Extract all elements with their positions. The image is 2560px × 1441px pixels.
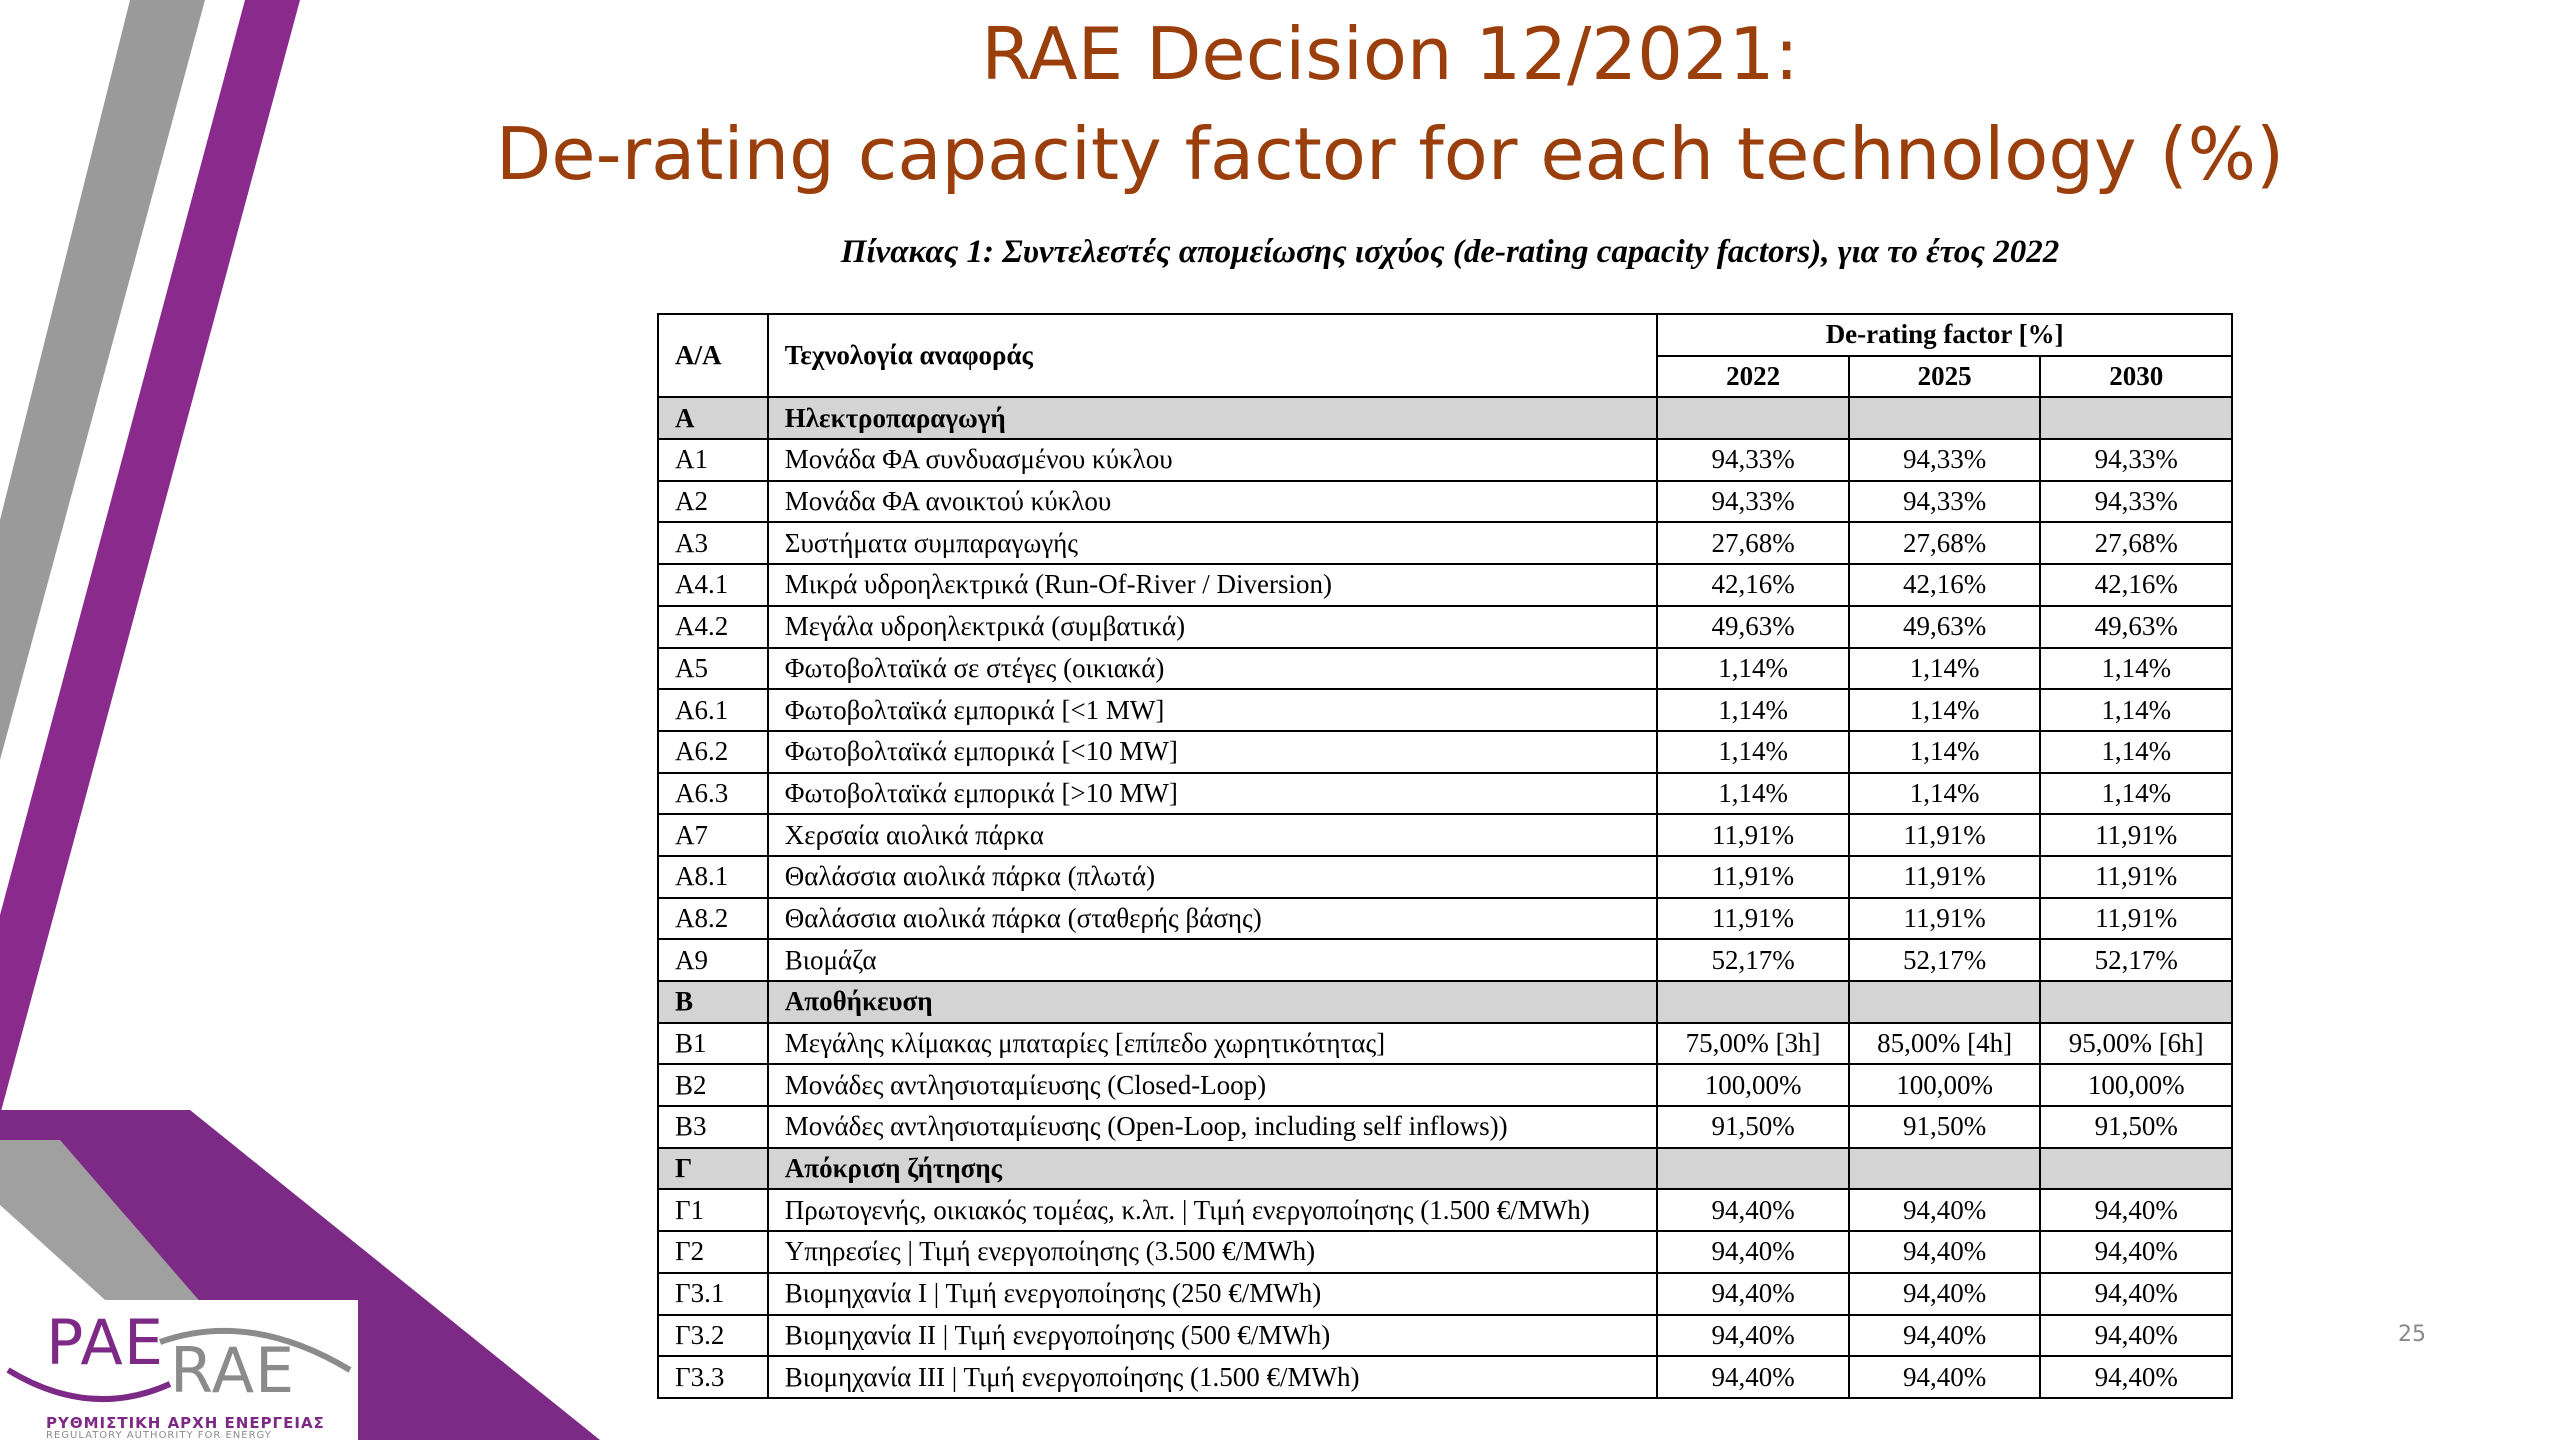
value-2022: 52,17% [1657,939,1849,981]
logo-rae-text: RAE [170,1334,296,1407]
value-2022: 1,14% [1657,648,1849,690]
row-technology: Φωτοβολταϊκά εμπορικά [<1 MW] [768,689,1658,731]
section-empty-cell [1849,397,2041,439]
row-code: Β3 [658,1106,768,1148]
value-2030: 94,33% [2040,481,2232,523]
table-caption: Πίνακας 1: Συντελεστές απομείωσης ισχύος (de-rating capacity factors), για το έτος 2022 [840,234,2060,270]
value-2030: 94,40% [2040,1315,2232,1357]
table-row [658,1106,2232,1148]
value-2030: 1,14% [2040,731,2232,773]
logo-pae-text: PAE [46,1306,165,1379]
value-2022: 100,00% [1657,1064,1849,1106]
page-number: 25 [2398,1322,2426,1347]
table-row [658,731,2232,773]
table-row [658,1273,2232,1315]
row-code: Β2 [658,1064,768,1106]
row-code: Α4.1 [658,564,768,606]
value-2030: 94,40% [2040,1189,2232,1231]
section-empty-cell [2040,981,2232,1023]
logo-subtitle-greek: ΡΥΘΜΙΣΤΙΚΗ ΑΡΧΗ ΕΝΕΡΓΕΙΑΣ [46,1414,325,1432]
table-row [658,606,2232,648]
table-row [658,1064,2232,1106]
derating-table [657,313,2233,1399]
row-technology: Μεγάλα υδροηλεκτρικά (συμβατικά) [768,606,1658,648]
value-2022: 94,40% [1657,1231,1849,1273]
row-code: Γ3.1 [658,1273,768,1315]
row-technology: Βιομηχανία ΙΙ | Τιμή ενεργοποίησης (500 €/MWh) [768,1315,1658,1357]
row-code: Α4.2 [658,606,768,648]
header-aa: Α/Α [658,314,768,397]
value-2025: 1,14% [1849,773,2041,815]
value-2022: 94,33% [1657,439,1849,481]
row-technology: Φωτοβολταϊκά σε στέγες (οικιακά) [768,648,1658,690]
value-2030: 42,16% [2040,564,2232,606]
value-2030: 11,91% [2040,856,2232,898]
value-2030: 1,14% [2040,689,2232,731]
table-row [658,564,2232,606]
value-2030: 100,00% [2040,1064,2232,1106]
table-row [658,939,2232,981]
value-2022: 1,14% [1657,689,1849,731]
slide-title-line2: De-rating capacity factor for each technology (%) [495,112,2285,196]
table-body [658,314,2232,1398]
value-2025: 27,68% [1849,522,2041,564]
value-2022: 94,33% [1657,481,1849,523]
section-empty-cell [1657,397,1849,439]
row-technology: Θαλάσσια αιολικά πάρκα (πλωτά) [768,856,1658,898]
value-2025: 11,91% [1849,814,2041,856]
section-empty-cell [2040,1148,2232,1190]
value-2022: 1,14% [1657,731,1849,773]
table-row [658,1315,2232,1357]
value-2030: 49,63% [2040,606,2232,648]
logo-subtitle-english: REGULATORY AUTHORITY FOR ENERGY [46,1430,272,1441]
table-row [658,439,2232,481]
row-technology: Μονάδα ΦΑ ανοικτού κύκλου [768,481,1658,523]
table-row [658,1356,2232,1398]
section-label: Ηλεκτροπαραγωγή [768,397,1658,439]
value-2025: 94,40% [1849,1356,2041,1398]
table-row [658,898,2232,940]
table-row [658,522,2232,564]
table-row [658,773,2232,815]
row-technology: Θαλάσσια αιολικά πάρκα (σταθερής βάσης) [768,898,1658,940]
value-2022: 49,63% [1657,606,1849,648]
value-2022: 27,68% [1657,522,1849,564]
value-2022: 1,14% [1657,773,1849,815]
table-row [658,856,2232,898]
pae-rae-logo [0,1300,358,1440]
section-row [658,981,2232,1023]
table-row [658,814,2232,856]
table-row [658,481,2232,523]
section-empty-cell [2040,397,2232,439]
row-technology: Βιομάζα [768,939,1658,981]
header-derating-factor: De-rating factor [%] [1657,314,2232,356]
row-code: Α3 [658,522,768,564]
header-year-2025: 2025 [1849,356,2041,398]
row-technology: Βιομηχανία Ι | Τιμή ενεργοποίησης (250 €/MWh) [768,1273,1658,1315]
row-code: Α8.1 [658,856,768,898]
value-2022: 94,40% [1657,1273,1849,1315]
row-code: Α8.2 [658,898,768,940]
table-row [658,648,2232,690]
row-code: Β1 [658,1023,768,1065]
value-2030: 1,14% [2040,773,2232,815]
row-technology: Χερσαία αιολικά πάρκα [768,814,1658,856]
row-code: Α9 [658,939,768,981]
row-code: Α1 [658,439,768,481]
header-row [658,314,2232,356]
value-2022: 11,91% [1657,856,1849,898]
value-2025: 11,91% [1849,898,2041,940]
row-technology: Συστήματα συμπαραγωγής [768,522,1658,564]
value-2022: 94,40% [1657,1189,1849,1231]
row-technology: Μεγάλης κλίμακας μπαταρίες [επίπεδο χωρητικότητας] [768,1023,1658,1065]
value-2025: 100,00% [1849,1064,2041,1106]
section-label: Αποθήκευση [768,981,1658,1023]
value-2025: 1,14% [1849,731,2041,773]
value-2025: 94,40% [1849,1273,2041,1315]
value-2030: 94,40% [2040,1273,2232,1315]
row-technology: Φωτοβολταϊκά εμπορικά [<10 MW] [768,731,1658,773]
row-technology: Μονάδες αντλησιοταμίευσης (Open-Loop, including self inflows)) [768,1106,1658,1148]
value-2025: 85,00% [4h] [1849,1023,2041,1065]
value-2025: 94,40% [1849,1189,2041,1231]
value-2025: 94,33% [1849,481,2041,523]
section-empty-cell [1657,981,1849,1023]
value-2030: 27,68% [2040,522,2232,564]
value-2025: 1,14% [1849,689,2041,731]
row-code: Α2 [658,481,768,523]
row-technology: Μονάδες αντλησιοταμίευσης (Closed-Loop) [768,1064,1658,1106]
row-technology: Φωτοβολταϊκά εμπορικά [>10 MW] [768,773,1658,815]
value-2030: 94,33% [2040,439,2232,481]
value-2022: 11,91% [1657,898,1849,940]
section-code: Β [658,981,768,1023]
value-2025: 49,63% [1849,606,2041,648]
value-2030: 91,50% [2040,1106,2232,1148]
value-2030: 11,91% [2040,814,2232,856]
row-technology: Υπηρεσίες | Τιμή ενεργοποίησης (3.500 €/MWh) [768,1231,1658,1273]
section-empty-cell [1657,1148,1849,1190]
value-2022: 75,00% [3h] [1657,1023,1849,1065]
value-2025: 1,14% [1849,648,2041,690]
value-2030: 95,00% [6h] [2040,1023,2232,1065]
row-code: Α6.3 [658,773,768,815]
row-code: Α5 [658,648,768,690]
table-row [658,1231,2232,1273]
row-code: Γ3.3 [658,1356,768,1398]
value-2025: 94,40% [1849,1231,2041,1273]
row-technology: Βιομηχανία ΙΙΙ | Τιμή ενεργοποίησης (1.500 €/MWh) [768,1356,1658,1398]
value-2025: 94,40% [1849,1315,2041,1357]
section-row [658,1148,2232,1190]
row-code: Γ3.2 [658,1315,768,1357]
value-2022: 11,91% [1657,814,1849,856]
value-2030: 52,17% [2040,939,2232,981]
row-code: Γ2 [658,1231,768,1273]
value-2030: 94,40% [2040,1356,2232,1398]
section-code: Α [658,397,768,439]
value-2022: 94,40% [1657,1356,1849,1398]
header-year-2022: 2022 [1657,356,1849,398]
row-technology: Πρωτογενής, οικιακός τομέας, κ.λπ. | Τιμή ενεργοποίησης (1.500 €/MWh) [768,1189,1658,1231]
slide-title-line1: RAE Decision 12/2021: [981,12,1799,96]
value-2030: 1,14% [2040,648,2232,690]
value-2030: 94,40% [2040,1231,2232,1273]
value-2025: 91,50% [1849,1106,2041,1148]
table-row [658,689,2232,731]
row-technology: Μικρά υδροηλεκτρικά (Run-Of-River / Diversion) [768,564,1658,606]
row-code: Γ1 [658,1189,768,1231]
table-row [658,1189,2232,1231]
header-technology: Τεχνολογία αναφοράς [768,314,1658,397]
value-2022: 94,40% [1657,1315,1849,1357]
header-year-2030: 2030 [2040,356,2232,398]
value-2025: 11,91% [1849,856,2041,898]
section-label: Απόκριση ζήτησης [768,1148,1658,1190]
row-technology: Μονάδα ΦΑ συνδυασμένου κύκλου [768,439,1658,481]
table-row [658,1023,2232,1065]
value-2025: 52,17% [1849,939,2041,981]
section-row [658,397,2232,439]
value-2022: 91,50% [1657,1106,1849,1148]
section-empty-cell [1849,981,2041,1023]
row-code: Α6.2 [658,731,768,773]
value-2025: 42,16% [1849,564,2041,606]
value-2030: 11,91% [2040,898,2232,940]
value-2025: 94,33% [1849,439,2041,481]
section-code: Γ [658,1148,768,1190]
row-code: Α6.1 [658,689,768,731]
value-2022: 42,16% [1657,564,1849,606]
row-code: Α7 [658,814,768,856]
section-empty-cell [1849,1148,2041,1190]
